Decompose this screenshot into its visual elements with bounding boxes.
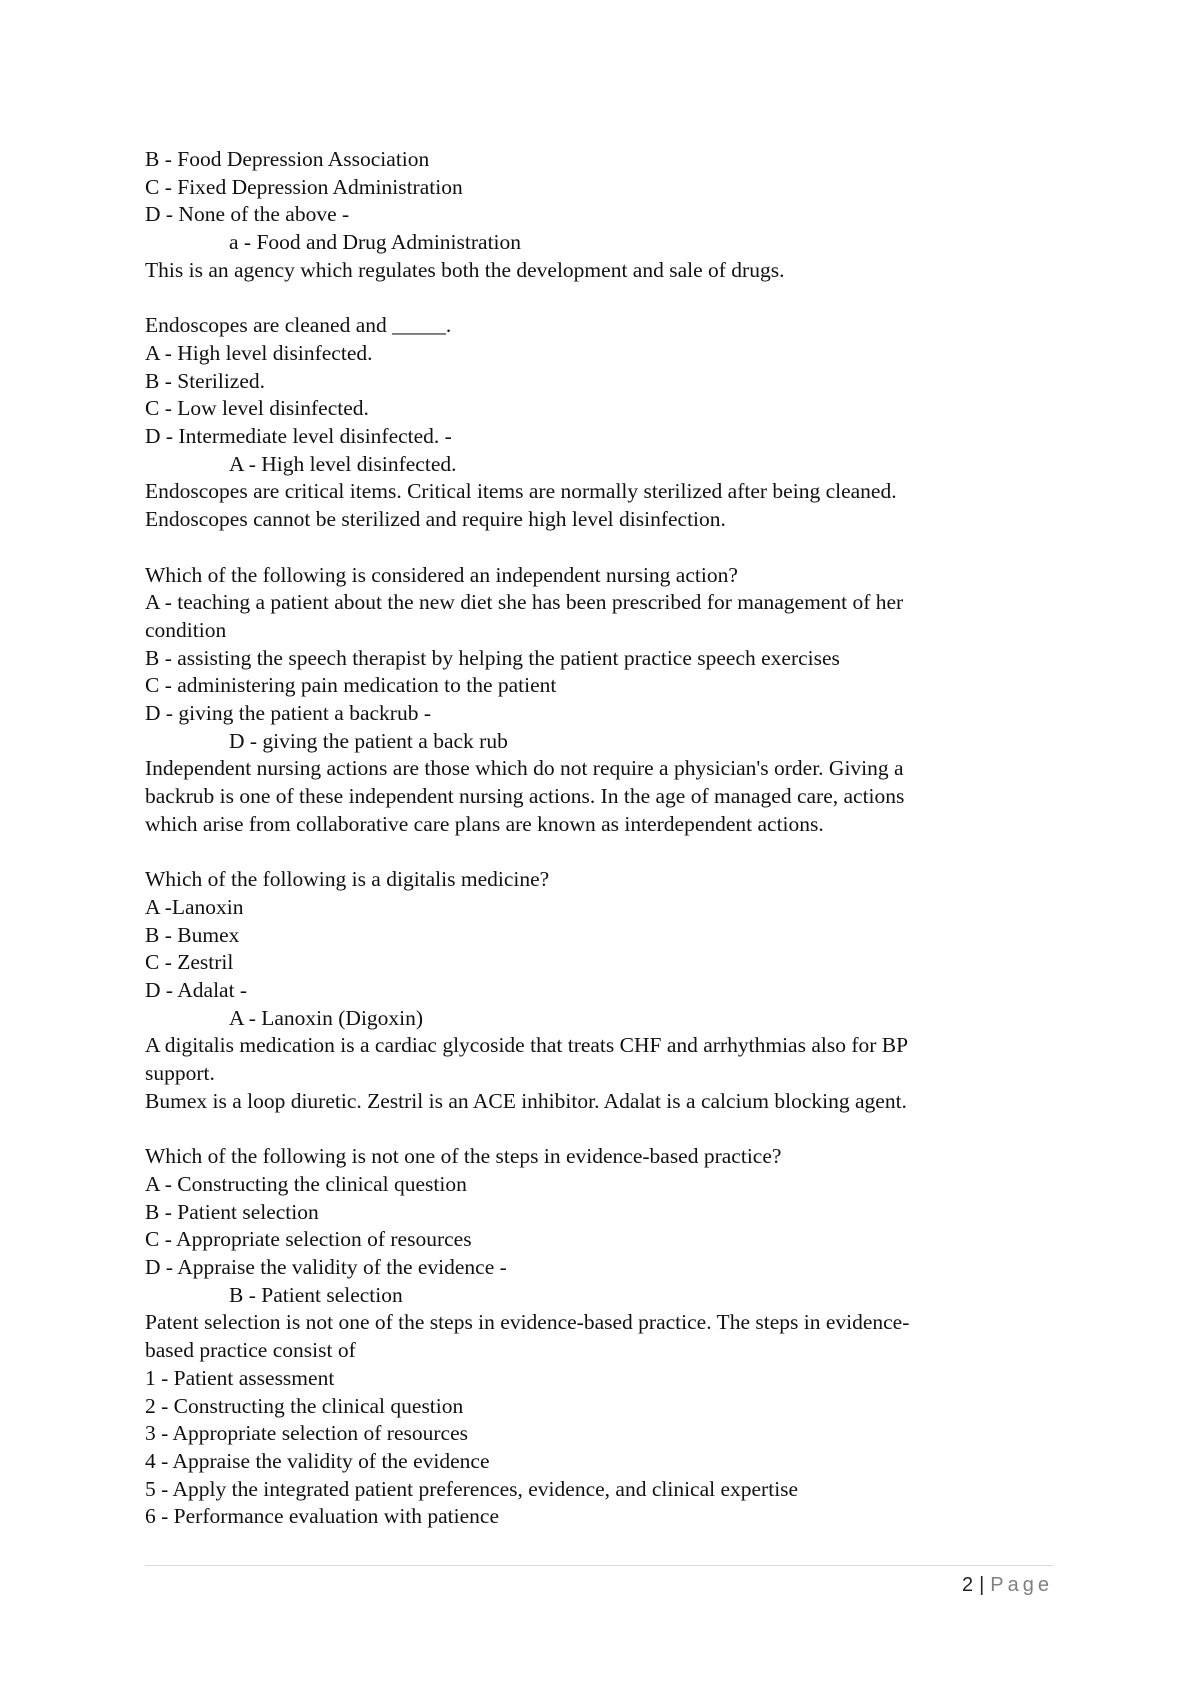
page-number: 2: [961, 1574, 974, 1596]
option-line: C - Zestril: [145, 950, 234, 975]
option-line: B - assisting the speech therapist by helping the patient practice speech exercises: [145, 645, 840, 670]
explanation-line: Endoscopes cannot be sterilized and require high level disinfection.: [145, 507, 726, 532]
answer-line: D - giving the patient a back rub: [229, 728, 508, 753]
option-line: B - Bumex: [145, 922, 240, 947]
option-line: C - Low level disinfected.: [145, 396, 369, 421]
explanation-line: which arise from collaborative care plans are known as interdependent actions.: [145, 811, 824, 836]
question-block: [145, 866, 1045, 1115]
explanation-line: This is an agency which regulates both the development and sale of drugs.: [145, 257, 785, 282]
block-spacer: [145, 1116, 1045, 1144]
answer-line: B - Patient selection: [229, 1282, 403, 1307]
option-line: D - giving the patient a backrub -: [145, 701, 431, 726]
answer-line: A - Lanoxin (Digoxin): [229, 1005, 424, 1030]
explanation-line: support.: [145, 1061, 215, 1086]
explanation-line: 5 - Apply the integrated patient preferences, evidence, and clinical expertise: [145, 1476, 799, 1501]
question-text: Which of the following is considered an independent nursing action?: [145, 562, 738, 587]
page-content: [145, 146, 1045, 1531]
option-line: A - teaching a patient about the new diet she has been prescribed for management of her: [145, 590, 904, 615]
explanation-line: Bumex is a loop diuretic. Zestril is an ACE inhibitor. Adalat is a calcium blocking agent.: [145, 1088, 907, 1113]
option-line: B - Patient selection: [145, 1199, 319, 1224]
footer-divider: [145, 1565, 1053, 1566]
option-line: A - High level disinfected.: [145, 340, 373, 365]
answer-line: a - Food and Drug Administration: [229, 230, 522, 255]
option-line: D - None of the above -: [145, 202, 350, 227]
option-line: D - Intermediate level disinfected. -: [145, 424, 452, 449]
question-text: Endoscopes are cleaned and _____.: [145, 313, 452, 338]
option-line: B - Food Depression Association: [145, 147, 430, 171]
option-line: B - Sterilized.: [145, 368, 266, 393]
option-line: D - Appraise the validity of the evidence -: [145, 1255, 507, 1280]
option-line: condition: [145, 617, 227, 642]
option-line: D - Adalat -: [145, 978, 248, 1003]
question-block: [145, 146, 1045, 285]
question-block: [145, 1143, 1045, 1531]
explanation-line: 6 - Performance evaluation with patience: [145, 1504, 500, 1529]
explanation-line: based practice consist of: [145, 1338, 356, 1363]
option-line: A -Lanoxin: [145, 894, 244, 919]
question-text: Which of the following is not one of the steps in evidence-based practice?: [145, 1144, 782, 1169]
explanation-line: 3 - Appropriate selection of resources: [145, 1421, 468, 1446]
explanation-line: Independent nursing actions are those which do not require a physician's order. Giving a: [145, 756, 904, 781]
block-spacer: [145, 839, 1045, 867]
footer-separator: |: [979, 1574, 985, 1596]
question-block: [145, 312, 1045, 534]
page-label: Page: [990, 1574, 1053, 1596]
option-line: C - administering pain medication to the patient: [145, 673, 557, 698]
option-line: C - Appropriate selection of resources: [145, 1227, 472, 1252]
explanation-line: Patent selection is not one of the steps in evidence-based practice. The steps in evidence-: [145, 1310, 910, 1335]
explanation-line: 1 - Patient assessment: [145, 1365, 335, 1390]
answer-line: A - High level disinfected.: [229, 451, 457, 476]
option-line: A - Constructing the clinical question: [145, 1171, 467, 1196]
explanation-line: backrub is one of these independent nursing actions. In the age of managed care, actions: [145, 784, 905, 809]
explanation-line: 2 - Constructing the clinical question: [145, 1393, 464, 1418]
explanation-line: A digitalis medication is a cardiac glycoside that treats CHF and arrhythmias also for BP: [145, 1033, 909, 1058]
page-footer: [962, 1573, 1053, 1597]
question-text: Which of the following is a digitalis medicine?: [145, 867, 550, 892]
explanation-line: Endoscopes are critical items. Critical items are normally sterilized after being cleaned.: [145, 479, 897, 504]
option-line: C - Fixed Depression Administration: [145, 174, 463, 199]
block-spacer: [145, 534, 1045, 562]
explanation-line: 4 - Appraise the validity of the evidence: [145, 1448, 490, 1473]
block-spacer: [145, 285, 1045, 313]
question-block: [145, 562, 1045, 839]
